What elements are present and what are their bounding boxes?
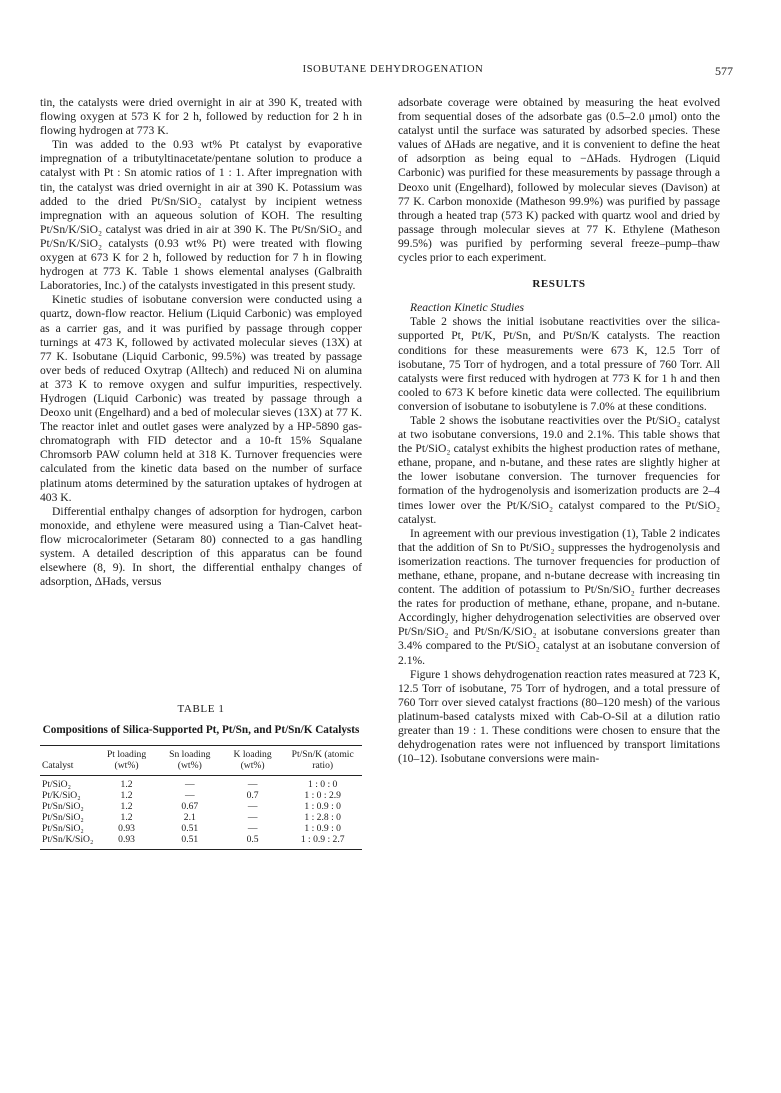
cell-pt: 1.2 <box>120 790 133 801</box>
cell-sn: — <box>184 779 195 790</box>
header-pt-loading: Pt loading (wt%) <box>106 749 147 771</box>
cell-catalyst: Pt/Sn/K/SiO₂ <box>42 834 94 845</box>
cell-catalyst: Pt/Sn/SiO₂ <box>42 823 84 834</box>
left-column <box>40 96 362 589</box>
composition-table <box>40 745 362 850</box>
cell-k: — <box>247 812 258 823</box>
cell-ratio: 1 : 0.9 : 2.7 <box>300 834 345 845</box>
cell-catalyst: Pt/SiO₂ <box>42 779 71 790</box>
table-row <box>40 801 362 812</box>
cell-pt: 0.93 <box>118 823 135 834</box>
paragraph: Table 2 shows the initial isobutane reactivities over the silica-supported Pt, Pt/K, Pt/Sn, and Pt/Sn/K catalysts. The reaction conditions for these measurements were 673 K, 12.5 Torr of isobutane, 75 Torr of hydrogen, and a total pressure of 760 Torr. All catalysts were first reduced with hydrogen at 773 K for 1 h and then cooled to 673 K before kinetic data were collected. The equilibrium conversion of isobutane to isobutylene is 7.0% at these conditions. <box>398 315 720 413</box>
cell-catalyst: Pt/Sn/SiO₂ <box>42 812 84 823</box>
cell-ratio: 1 : 0.9 : 0 <box>304 801 341 812</box>
header-atomic-ratio: Pt/Sn/K (atomic ratio) <box>291 749 354 771</box>
table-row <box>40 812 362 823</box>
header-catalyst: Catalyst <box>42 760 74 771</box>
cell-k: — <box>247 801 258 812</box>
cell-catalyst: Pt/K/SiO₂ <box>42 790 81 801</box>
table-row <box>40 776 362 791</box>
cell-pt: 1.2 <box>120 779 133 790</box>
table-row <box>40 790 362 801</box>
cell-ratio: 1 : 0.9 : 0 <box>304 823 341 834</box>
table-1 <box>40 703 362 850</box>
cell-catalyst: Pt/Sn/SiO₂ <box>42 801 84 812</box>
table-row <box>40 823 362 834</box>
cell-ratio: 1 : 0 : 2.9 <box>304 790 341 801</box>
cell-pt: 0.93 <box>118 834 135 845</box>
table-label: TABLE 1 <box>177 703 225 715</box>
table-row <box>40 834 362 850</box>
cell-sn: 0.51 <box>181 823 199 834</box>
cell-sn: 0.67 <box>181 801 199 812</box>
cell-pt: 1.2 <box>120 801 133 812</box>
cell-pt: 1.2 <box>120 812 133 823</box>
table-header-row <box>40 746 362 776</box>
paragraph: Table 2 shows the isobutane reactivities over the Pt/SiO₂ catalyst at two isobutane conversions, 19.0 and 2.1%. This table shows that the Pt/SiO₂ catalyst exhibits the highest production rates of methane, ethane, propane, and n-butane, and these rates are slightly higher at the lower isobutane conversion. The turnover frequencies for formation of the hydrogenolysis and isomerization products are 2–4 times lower over the Pt/K/SiO₂ catalyst compared to the Pt/SiO₂ catalyst. <box>398 413 720 526</box>
paragraph: In agreement with our previous investigation (1), Table 2 indicates that the addition of Sn to Pt/SiO₂ suppresses the hydrogenolysis and isomerization reactions. The turnover frequencies for production of methane, ethane, propane, and n-butane decrease with increasing tin content. The addition of potassium to Pt/Sn/SiO₂ further decreases the rates for production of methane, ethane, propane, and n-butane. Accordingly, higher dehydrogenation selectivities are observed over Pt/Sn/SiO₂ and Pt/Sn/K/SiO₂ at isobutane conversions greater than 3.4% compared to the Pt/SiO₂ catalyst at an isobutane conversion of 2.1%. <box>398 526 720 667</box>
cell-sn: — <box>184 790 195 801</box>
right-column <box>398 96 720 766</box>
cell-ratio: 1 : 2.8 : 0 <box>304 812 341 823</box>
section-heading-results: RESULTS <box>532 278 586 291</box>
paragraph: Differential enthalpy changes of adsorption for hydrogen, carbon monoxide, and ethylene were measured using a Tian-Calvet heat-flow microcalorimeter (Setaram 80) connected to a gas handling system. A detailed description of this apparatus can be found elsewhere (8, 9). In short, the differential enthalpy changes of adsorption, ΔHads, versus <box>40 504 362 589</box>
page-number: 577 <box>715 64 733 78</box>
page-header <box>53 64 733 80</box>
cell-sn: 2.1 <box>183 812 196 823</box>
cell-ratio: 1 : 0 : 0 <box>308 779 338 790</box>
cell-k: 0.7 <box>246 790 259 801</box>
table-caption: Compositions of Silica-Supported Pt, Pt/Sn, and Pt/Sn/K Catalysts <box>42 724 360 736</box>
subsection-heading: Reaction Kinetic Studies <box>410 301 524 315</box>
paragraph: Kinetic studies of isobutane conversion were conducted using a quartz, down-flow reactor. Helium (Liquid Carbonic) was employed as a carrier gas, and it was purified by passage through copper turnings at 473 K, followed by activated molecular sieves (13X) at 77 K. Isobutane (Liquid Carbonic, 99.5%) was treated by passage over beds of reduced Oxytrap (Alltech) and reduced Ni on alumina at 373 K to remove oxygen and sulfur impurities, respectively. Hydrogen (Liquid Carbonic) was treated by passage through a Deoxo unit (Engelhard) and a bed of molecular sieves (13X) at 77 K. The reactor inlet and outlet gases were analyzed by a HP-5890 gas-chromatograph with FID detector and a 10-ft 15% Squalane Chromsorb PAW column held at 318 K. Turnover frequencies were calculated from the kinetic data based on the number of surface platinum atoms determined by the saturation uptakes of hydrogen at 403 K. <box>40 293 362 504</box>
header-k-loading: K loading (wt%) <box>233 749 272 771</box>
cell-k: — <box>247 823 258 834</box>
paragraph: adsorbate coverage were obtained by measuring the heat evolved from sequential doses of the adsorbate gas (0.5–2.0 μmol) onto the catalyst until the surface was saturated by adsorbed species. These values of ΔHads are negative, and it is convenient to define the heat of adsorption as being equal to −ΔHads. Hydrogen (Liquid Carbonic) was purified for these measurements by passage through a Deoxo unit (Engelhard), followed by molecular sieves (Davison) at 77 K. Carbon monoxide (Matheson 99.9%) was purified by passage through a heated trap (573 K) packed with quartz wool and dried by passage through molecular sieves at 77 K. Ethylene (Matheson 99.5%) was purified by performing several freeze–pump–thaw cycles prior to each experiment. <box>398 96 720 265</box>
running-title: ISOBUTANE DEHYDROGENATION <box>302 64 484 75</box>
header-sn-loading: Sn loading (wt%) <box>169 749 211 771</box>
cell-k: 0.5 <box>246 834 259 845</box>
paragraph: tin, the catalysts were dried overnight in air at 390 K, treated with flowing oxygen at 573 K for 2 h, followed by reduction for 2 h in flowing hydrogen at 773 K. <box>40 96 362 138</box>
paragraph: Tin was added to the 0.93 wt% Pt catalyst by evaporative impregnation of a tributyltinacetate/pentane solution to produce a catalyst with Pt : Sn atomic ratios of 1 : 1. After impregnation with tin, the catalyst was dried overnight in air at 390 K. Potassium was added to the dried Pt/Sn/SiO₂ catalyst by incipient wetness impregnation with an aqueous solution of KOH. The resulting Pt/Sn/K/SiO₂ catalyst was dried in air at 390 K. The Pt/Sn/SiO₂ and Pt/Sn/K/SiO₂ catalysts (0.93 wt% Pt) were treated with flowing oxygen at 673 K for 2 h, followed by reduction for 7 h in flowing hydrogen at 773 K. Table 1 shows elemental analyses (Galbraith Laboratories, Inc.) of the catalysts investigated in this present study. <box>40 138 362 293</box>
paragraph: Figure 1 shows dehydrogenation reaction rates measured at 723 K, 12.5 Torr of isobutane, 75 Torr of hydrogen, and a total pressure of 760 Torr over sieved catalyst fractions (80–120 mesh) of the various platinum-based catalysts mixed with Cab-O-Sil at a dilution ratio greater than 19 : 1. These conditions were chosen to ensure that the dehydrogenation rates were not influenced by transport limitations (10–12). Isobutane conversions were main- <box>398 667 720 766</box>
cell-k: — <box>247 779 258 790</box>
cell-sn: 0.51 <box>181 834 199 845</box>
